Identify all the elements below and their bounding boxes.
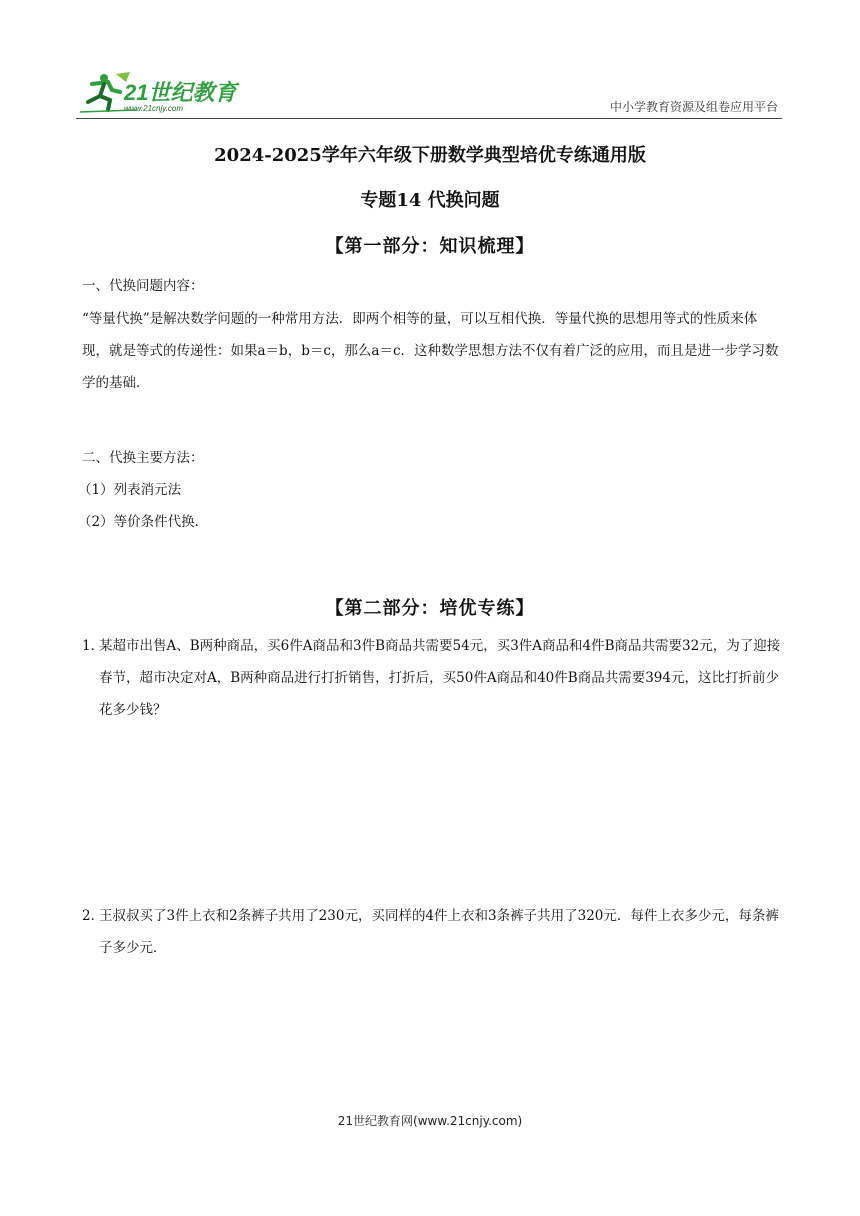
section1-body: “等量代换”是解决数学问题的一种常用方法．即两个相等的量，可以互相代换．等量代换的思想用等式的性质来体现，就是等式的传递性：如果a＝b，b＝c，那么a＝c．这种数学思想方法不仅有着广泛的应用，而且是进一步学习数学的基础．	[82, 311, 779, 391]
question-1	[82, 630, 782, 726]
platform-name: 中小学教育资源及组卷应用平台	[609, 100, 778, 114]
site-logo	[76, 70, 246, 114]
section1-title: 一、代换问题内容：	[82, 278, 204, 294]
section2-title: 二、代换主要方法：	[82, 450, 204, 466]
part1-heading: 【第一部分：知识梳理】	[325, 236, 535, 257]
question-number: 2．	[82, 908, 105, 924]
part2-heading: 【第二部分：培优专练】	[325, 598, 535, 619]
question-number: 1．	[82, 638, 105, 654]
logo-wordmark: 21世纪教育	[124, 80, 237, 105]
header-divider	[76, 118, 782, 119]
logo-url: www.21cnjy.com	[124, 104, 183, 113]
topic-title: 专题14 代换问题	[360, 190, 500, 211]
method-item: （2）等价条件代换．	[78, 514, 209, 530]
question-text: 王叔叔买了3件上衣和2条裤子共用了230元，买同样的4件上衣和3条裤子共用了320元．每件上衣多少元，每条裤子多少元．	[99, 908, 779, 956]
question-text: 某超市出售A、B两种商品，买6件A商品和3件B商品共需要54元，买3件A商品和4件B商品共需要32元，为了迎接春节，超市决定对A，B两种商品进行打折销售，打折后，买50件A商品和40件B商品共需要394元，这比打折前少花多少钱？	[99, 638, 781, 718]
document-title: 2024-2025学年六年级下册数学典型培优专练通用版	[214, 145, 646, 166]
method-item: （1）列表消元法	[78, 482, 182, 498]
question-2	[82, 900, 782, 964]
page-footer: 21世纪教育网(www.21cnjy.com)	[337, 1114, 523, 1128]
